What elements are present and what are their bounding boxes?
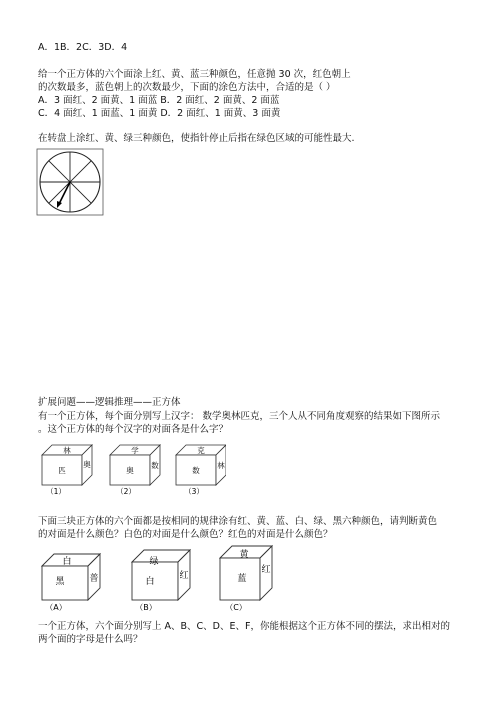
- cubeA-right-color: 普: [89, 574, 99, 584]
- color-cube-question-line-2: 的对面是什么颜色？白色的对面是什么颜色？红色的对面是什么颜色？: [38, 529, 333, 540]
- letter-cube-question-line-1: 一个正方体，六个面分别写上 A、B、C、D、E、F，你能根据这个正方体不同的摆法，求出相对的: [38, 621, 450, 632]
- color-cubes-figure: [36, 544, 276, 612]
- cube1-front-char: 匹: [58, 466, 66, 475]
- character-cube-question-line-1: 有一个正方体，每个面分别写上汉字： 数学奥林匹克，三个人从不同角度观察的结果如下图所示: [38, 411, 441, 422]
- color-cube-c: [220, 546, 272, 612]
- cubeA-caption: （A）: [45, 603, 67, 612]
- cubeC-right-color: 红: [261, 565, 271, 575]
- cubeA-front-color: 黑: [55, 577, 65, 587]
- cubeB-caption: （B）: [135, 603, 157, 612]
- spinner-question: 在转盘上涂红、黄、绿三种颜色，使指针停止后指在绿色区域的可能性最大.: [38, 133, 355, 144]
- dice-question-line-1: 给一个正方体的六个面涂上红、黄、蓝三种颜色，任意抛 30 次，红色朝上: [38, 69, 351, 80]
- cube1-top-char: 林: [63, 446, 71, 455]
- cubeB-top-color: 绿: [149, 557, 159, 567]
- dice-options-cd: C．4 面红、1 面蓝、1 面黄 D．2 面红、1 面黄、3 面黄: [38, 108, 281, 119]
- cube2-front-char: 奥: [126, 466, 134, 475]
- color-cube-a: [42, 554, 100, 612]
- cube3-caption: （3）: [184, 487, 204, 496]
- cube2-caption: （2）: [116, 487, 136, 496]
- cubeB-front-color: 白: [145, 577, 155, 587]
- spinner-figure: [36, 148, 104, 216]
- character-cube-1: [42, 445, 92, 496]
- cube3-top-char: 克: [197, 446, 205, 455]
- cube3-front-char: 数: [192, 466, 200, 475]
- dice-question-line-2: 的次数最多，蓝色朝上的次数最少，下面的涂色方法中，合适的是（ ）: [38, 82, 336, 93]
- cubeB-right-color: 红: [179, 571, 189, 581]
- letter-cube-question-line-2: 两个面的字母是什么吗？: [38, 634, 143, 645]
- cubeC-front-color: 蓝: [237, 574, 247, 584]
- dice-options-ab: A．3 面红、2 面黄、1 面蓝 B．2 面红、2 面黄、2 面蓝: [38, 95, 280, 106]
- extension-title: 扩展问题——逻辑推理——正方体: [38, 397, 181, 408]
- character-cube-question-line-2: 。这个正方体的每个汉字的对面各是什么字？: [38, 424, 229, 435]
- color-cube-b: [132, 550, 190, 612]
- cube1-caption: （1）: [46, 487, 66, 496]
- color-cube-question-line-1: 下面三块正方体的六个面都是按相同的规律涂有红、黄、蓝、白、绿、黑六种颜色，请判断黄色: [38, 516, 438, 527]
- character-cube-3: [176, 445, 226, 496]
- character-cube-2: [110, 445, 160, 496]
- previous-question-options: A．1B．2C．3D．4: [38, 42, 128, 53]
- cubeC-top-color: 黄: [239, 550, 249, 560]
- cubeA-top-color: 白: [62, 557, 72, 567]
- cubeC-caption: （C）: [225, 603, 247, 612]
- cube1-right-char: 奥: [83, 460, 91, 469]
- cube3-right-char: 林: [217, 461, 225, 470]
- cube2-top-char: 学: [131, 446, 139, 455]
- character-cubes-figure: [36, 440, 226, 496]
- cube2-right-char: 数: [151, 461, 159, 470]
